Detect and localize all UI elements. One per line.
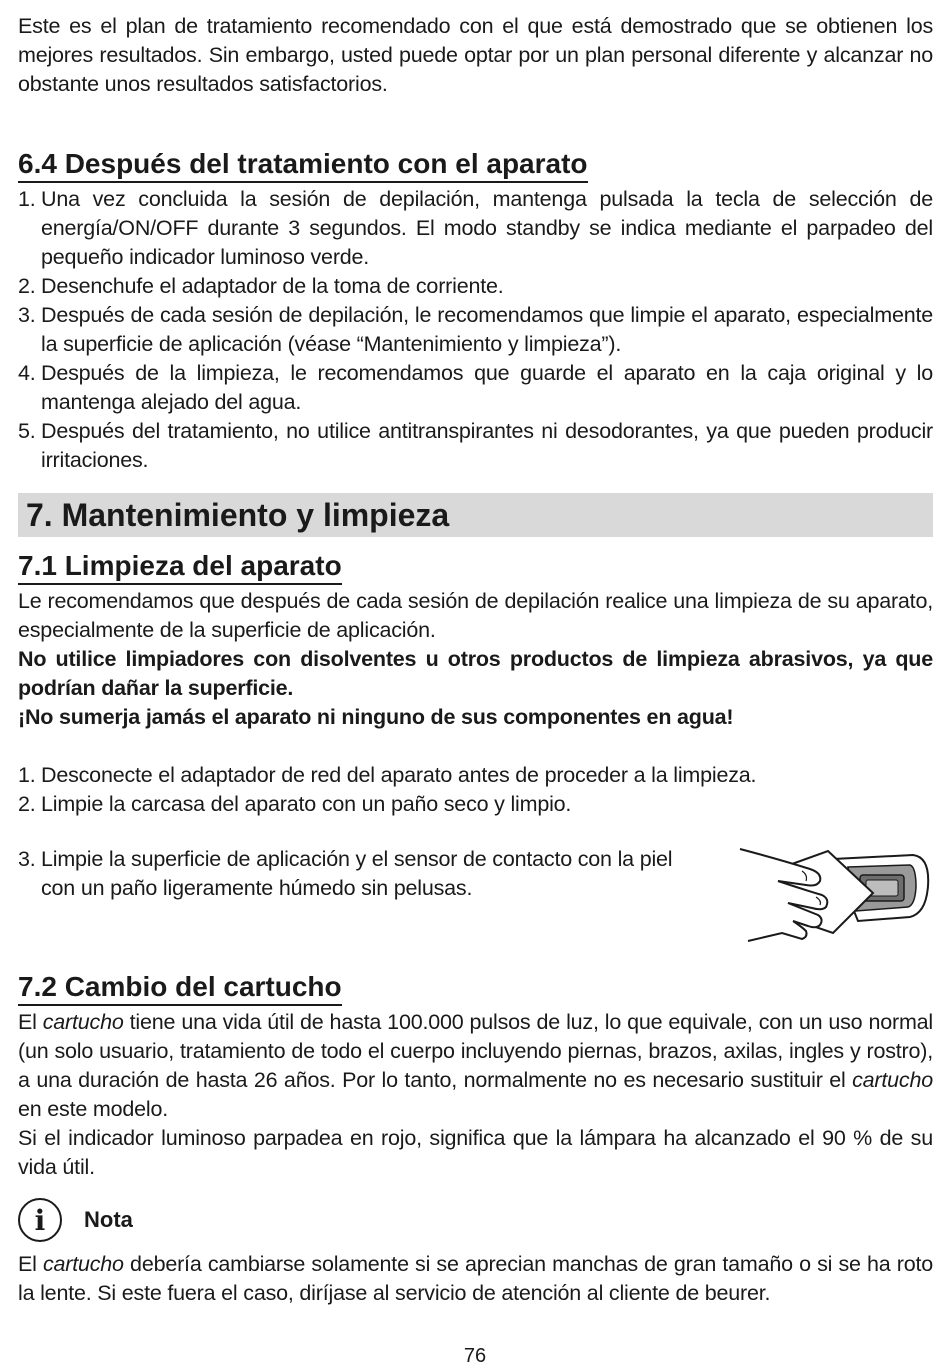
lamp-life-paragraph: Si el indicador luminoso parpadea en rojo, significa que la lámpara ha alcanzado el 90 % de su vida útil. (18, 1126, 933, 1179)
info-icon: i (18, 1198, 62, 1242)
note-label: Nota (84, 1207, 133, 1232)
warning-water: ¡No sumerja jamás el aparato ni ninguno de sus componentes en agua! (18, 705, 734, 729)
note-paragraph: El cartucho debería cambiarse solamente si se aprecian manchas de gran tamaño o si se ha roto la lente. Si este fuera el caso, diríjase al servicio de atención al cliente de beurer. (18, 1252, 933, 1305)
list-item: 3. Limpie la superficie de aplicación y el sensor de contacto con la piel con un paño ligeramente húmedo sin pelusas. (18, 847, 673, 900)
list-item: 2. Limpie la carcasa del aparato con un paño seco y limpio. (18, 792, 572, 816)
heading-7-2: 7.2 Cambio del cartucho (18, 970, 342, 1006)
list-6-4 (18, 185, 933, 475)
heading-7-1: 7.1 Limpieza del aparato (18, 549, 342, 585)
cleaning-illustration (738, 841, 933, 946)
page-number: 76 (463, 1345, 487, 1367)
list-item: 2. Desenchufe el adaptador de la toma de corriente. (18, 274, 504, 298)
list-item: 1. Desconecte el adaptador de red del aparato antes de proceder a la limpieza. (18, 763, 757, 787)
list-7-1 (18, 761, 933, 819)
page-content (18, 12, 933, 1308)
section-bar-7 (18, 493, 933, 537)
cartridge-paragraph: El cartucho tiene una vida útil de hasta 100.000 pulsos de luz, lo que equivale, con un uso normal (un solo usuario, tratamiento de todo el cuerpo incluyendo piernas, brazos, axilas, ingles y rostro), a una duración de hasta 26 años. Por lo tanto, normalmente no es necesario sustituir el cartucho en este modelo. (18, 1010, 933, 1121)
list-item: 4. Después de la limpieza, le recomendamos que guarde el aparato en la caja original y lo mantenga alejado del agua. (18, 361, 933, 414)
cleaning-paragraph: Le recomendamos que después de cada sesión de depilación realice una limpieza de su aparato, especialmente de la superficie de aplicación. (18, 589, 933, 642)
list-item: 1. Una vez concluida la sesión de depilación, mantenga pulsada la tecla de selección de energía/ON/OFF durante 3 segundos. El modo standby se indica mediante el parpadeo del pequeño indicador luminoso verde. (18, 187, 933, 269)
warning-solvents: No utilice limpiadores con disolventes u otros productos de limpieza abrasivos, ya que podrían dañar la superficie. (18, 647, 933, 700)
note-header (18, 1198, 933, 1242)
intro-paragraph: Este es el plan de tratamiento recomendado con el que está demostrado que se obtienen los mejores resultados. Sin embargo, usted puede optar por un plan personal diferente y alcanzar no obstante unos resultados satisfactorios. (18, 14, 933, 96)
heading-7: 7. Mantenimiento y limpieza (26, 496, 450, 533)
list-7-1-step3 (18, 845, 698, 903)
heading-6-4: 6.4 Después del tratamiento con el aparato (18, 147, 588, 183)
list-item: 3. Después de cada sesión de depilación, le recomendamos que limpie el aparato, especialmente la superficie de aplicación (véase “Mantenimiento y limpieza”). (18, 303, 933, 356)
list-item: 5. Después del tratamiento, no utilice antitranspirantes ni desodorantes, ya que pueden producir irritaciones. (18, 419, 933, 472)
